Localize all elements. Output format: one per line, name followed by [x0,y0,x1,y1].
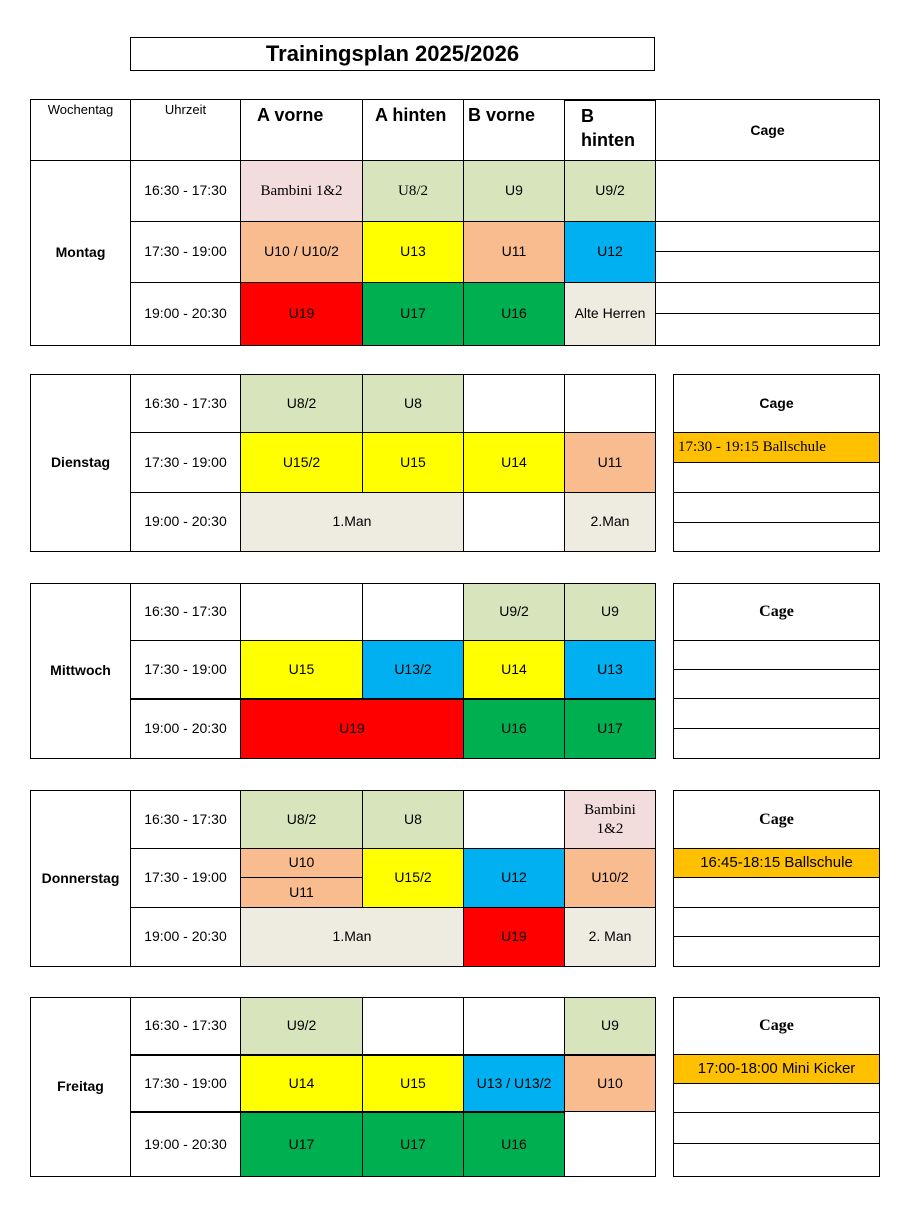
header-b-hinten: B hinten [564,99,656,161]
slot-freitag-b-vorne-3: U16 [463,1111,565,1177]
page-title: Trainingsplan 2025/2026 [130,37,655,71]
time-slot: 17:30 - 19:00 [130,221,241,283]
slot-mittwoch-a-vorne-1 [240,583,363,641]
cage-title: Cage [673,374,880,433]
slot-dienstag-b-vorne-2: U14 [463,432,565,493]
cage-cell [673,877,880,908]
header-time: Uhrzeit [130,99,241,161]
slot-donnerstag-a-hinten-1: U8 [362,790,464,849]
time-slot: 19:00 - 20:30 [130,907,241,967]
time-slot: 19:00 - 20:30 [130,492,241,552]
cage-event: 17:00-18:00 Mini Kicker [673,1054,880,1084]
cage-cell [655,251,880,283]
slot-montag-a-hinten-1: U8/2 [362,160,464,222]
slot-freitag-a-hinten-1 [362,997,464,1055]
slot-donnerstag-b-vorne-1 [463,790,565,849]
time-slot: 19:00 - 20:30 [130,282,241,346]
cage-event: 17:30 - 19:15 Ballschule [673,432,880,463]
time-slot: 16:30 - 17:30 [130,583,241,641]
slot-montag-b-vorne-1: U9 [463,160,565,222]
slot-montag-a-vorne-2: U10 / U10/2 [240,221,363,283]
slot-donnerstag-a-vorne-2b: U11 [240,877,363,908]
slot-montag-b-hinten-1: U9/2 [564,160,656,222]
cage-cell [673,492,880,523]
cage-cell [673,1112,880,1144]
slot-mittwoch-b-vorne-3: U16 [463,698,565,759]
slot-mittwoch-a-vorne-2: U15 [240,640,363,699]
day-donnerstag: Donnerstag [30,790,131,967]
slot-freitag-b-hinten-1: U9 [564,997,656,1055]
slot-montag-b-hinten-2: U12 [564,221,656,283]
slot-donnerstag-a-vorne-2a: U10 [240,848,363,878]
slot-donnerstag-b-hinten-3: 2. Man [564,907,656,967]
slot-freitag-b-vorne-2: U13 / U13/2 [463,1054,565,1112]
slot-mittwoch-b-vorne-1: U9/2 [463,583,565,641]
slot-dienstag-a-vorne-1: U8/2 [240,374,363,433]
slot-freitag-b-vorne-1 [463,997,565,1055]
slot-donnerstag-b-hinten-1: Bambini 1&2 [564,790,656,849]
time-slot: 16:30 - 17:30 [130,374,241,433]
time-slot: 16:30 - 17:30 [130,790,241,849]
cage-cell [673,1083,880,1113]
time-slot: 17:30 - 19:00 [130,1054,241,1112]
slot-dienstag-a-vorne-2: U15/2 [240,432,363,493]
slot-montag-a-vorne-3: U19 [240,282,363,346]
time-slot: 16:30 - 17:30 [130,997,241,1055]
slot-freitag-a-hinten-3: U17 [362,1111,464,1177]
slot-mittwoch-b-hinten-1: U9 [564,583,656,641]
slot-freitag-a-hinten-2: U15 [362,1054,464,1112]
header-cage: Cage [655,99,880,161]
cage-cell [655,282,880,314]
slot-freitag-b-hinten-2: U10 [564,1054,656,1112]
slot-freitag-a-vorne-2: U14 [240,1054,363,1112]
slot-mittwoch-b-hinten-3: U17 [564,698,656,759]
header-a-hinten: A hinten [362,99,464,161]
slot-donnerstag-b-vorne-2: U12 [463,848,565,908]
time-slot: 17:30 - 19:00 [130,848,241,908]
slot-dienstag-a-3: 1.Man [240,492,464,552]
cage-title: Cage [673,583,880,641]
cage-title: Cage [673,790,880,849]
slot-montag-a-hinten-3: U17 [362,282,464,346]
slot-dienstag-b-vorne-1 [463,374,565,433]
day-dienstag: Dienstag [30,374,131,552]
slot-dienstag-a-hinten-1: U8 [362,374,464,433]
cage-cell [673,907,880,937]
time-slot: 17:30 - 19:00 [130,640,241,699]
slot-donnerstag-a-vorne-1: U8/2 [240,790,363,849]
day-montag: Montag [30,160,131,346]
slot-dienstag-b-hinten-1 [564,374,656,433]
slot-dienstag-b-hinten-2: U11 [564,432,656,493]
slot-mittwoch-a-3: U19 [240,698,464,759]
slot-montag-a-vorne-1: Bambini 1&2 [240,160,363,222]
header-a-vorne: A vorne [240,99,363,161]
slot-freitag-b-hinten-3 [564,1111,656,1177]
time-slot: 19:00 - 20:30 [130,1111,241,1177]
slot-freitag-a-vorne-1: U9/2 [240,997,363,1055]
cage-cell [673,1143,880,1177]
cage-cell [655,313,880,346]
slot-montag-b-vorne-2: U11 [463,221,565,283]
cage-cell [673,462,880,493]
day-freitag: Freitag [30,997,131,1177]
cage-cell [655,160,880,222]
cage-cell [655,221,880,252]
cage-cell [673,640,880,670]
slot-mittwoch-b-vorne-2: U14 [463,640,565,699]
slot-dienstag-b-hinten-3: 2.Man [564,492,656,552]
time-slot: 16:30 - 17:30 [130,160,241,222]
time-slot: 17:30 - 19:00 [130,432,241,493]
slot-montag-b-hinten-3: Alte Herren [564,282,656,346]
slot-donnerstag-b-vorne-3: U19 [463,907,565,967]
slot-montag-a-hinten-2: U13 [362,221,464,283]
cage-cell [673,669,880,699]
cage-title: Cage [673,997,880,1055]
header-weekday: Wochentag [30,99,131,161]
day-mittwoch: Mittwoch [30,583,131,759]
slot-dienstag-a-hinten-2: U15 [362,432,464,493]
cage-cell [673,698,880,729]
cage-cell [673,936,880,967]
slot-mittwoch-a-hinten-2: U13/2 [362,640,464,699]
slot-montag-b-vorne-3: U16 [463,282,565,346]
cage-cell [673,522,880,552]
cage-event: 16:45-18:15 Ballschule [673,848,880,878]
slot-mittwoch-b-hinten-2: U13 [564,640,656,699]
slot-dienstag-b-vorne-3 [463,492,565,552]
cage-cell [673,728,880,759]
slot-freitag-a-vorne-3: U17 [240,1111,363,1177]
time-slot: 19:00 - 20:30 [130,698,241,759]
slot-donnerstag-a-hinten-2: U15/2 [362,848,464,908]
slot-donnerstag-a-3: 1.Man [240,907,464,967]
slot-mittwoch-a-hinten-1 [362,583,464,641]
header-b-vorne: B vorne [463,99,565,161]
slot-donnerstag-b-hinten-2: U10/2 [564,848,656,908]
